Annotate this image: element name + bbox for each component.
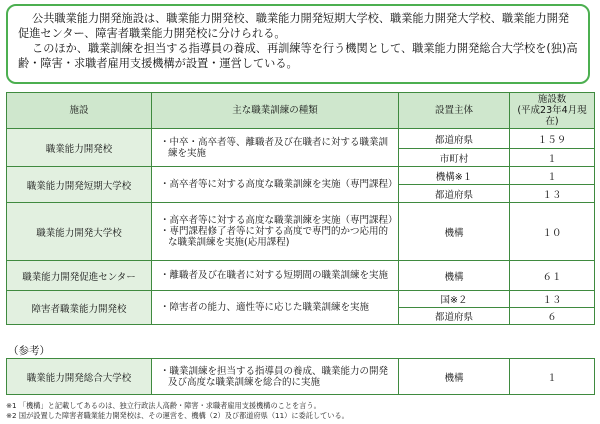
facility-name: 職業能力開発促進センター	[7, 261, 152, 291]
operator-cell: 機構	[399, 359, 510, 395]
header-count-note: (平成23年4月現在)	[517, 105, 587, 127]
operator-cell: 国※２	[399, 291, 510, 308]
training-line: ・高卒者等に対する高度な職業訓練を実施（専門課程）	[160, 215, 398, 226]
header-facility: 施設	[7, 93, 152, 129]
table-row	[7, 359, 595, 395]
footnote: ※2 国が設置した障害者職業能力開発校は、その運営を、機構（2）及び都道府県（11）に委託している。	[6, 411, 349, 420]
training-description	[152, 291, 399, 325]
facility-name: 職業能力開発大学校	[7, 203, 152, 261]
training-description	[152, 203, 399, 261]
count-cell: １３	[510, 185, 595, 203]
reference-table	[6, 358, 595, 395]
training-description	[152, 359, 399, 395]
footnotes	[6, 401, 349, 421]
operator-cell: 市町村	[399, 149, 510, 167]
operator-cell: 都道府県	[399, 185, 510, 203]
count-cell: １０	[510, 203, 595, 261]
table-row	[7, 203, 595, 261]
header-training: 主な職業訓練の種類	[152, 93, 399, 129]
header-count-label: 施設数	[537, 94, 567, 105]
table-header-row	[7, 93, 595, 129]
operator-cell: 都道府県	[399, 308, 510, 325]
header-count	[510, 93, 595, 129]
table-row	[7, 129, 595, 149]
intro-paragraph-1: 公共職業能力開発施設は、職業能力開発校、職業能力開発短期大学校、職業能力開発大学校、職業能力開発促進センター、障害者職業能力開発校に分けられる。	[18, 12, 570, 40]
footnote: ※1 「機構」と記載してあるのは、独立行政法人高齢・障害・求職者雇用支援機構のことを言う。	[6, 401, 321, 410]
facility-name: 職業能力開発総合大学校	[7, 359, 152, 395]
operator-cell: 機構※１	[399, 167, 510, 185]
table-row	[7, 261, 595, 291]
count-cell: ６１	[510, 261, 595, 291]
count-cell: ６	[510, 308, 595, 325]
operator-cell: 都道府県	[399, 129, 510, 149]
facility-name: 障害者職業能力開発校	[7, 291, 152, 325]
operator-cell: 機構	[399, 203, 510, 261]
facility-name: 職業能力開発校	[7, 129, 152, 167]
training-description	[152, 167, 399, 203]
table-row	[7, 291, 595, 308]
training-description	[152, 129, 399, 167]
count-cell: １	[510, 149, 595, 167]
training-line: ・離職者及び在職者に対する短期間の職業訓練を実施	[160, 270, 389, 281]
training-line: ・専門課程修了者等に対する高度で専門的かつ応用的な職業訓練を実施(応用課程)	[160, 226, 389, 248]
count-cell: １	[510, 167, 595, 185]
training-line: ・職業訓練を担当する指導員の養成、職業能力の開発及び高度な職業訓練を総合的に実施	[160, 365, 389, 388]
training-description	[152, 261, 399, 291]
header-operator: 設置主体	[399, 93, 510, 129]
facility-name: 職業能力開発短期大学校	[7, 167, 152, 203]
operator-cell: 機構	[399, 261, 510, 291]
count-cell: １３	[510, 291, 595, 308]
facility-table	[6, 92, 595, 325]
intro-paragraph-2: このほか、職業訓練を担当する指導員の養成、再訓練等を行う機関として、職業能力開発総合大学校を(独)高齢・障害・求職者雇用支援機構が設置・運営している。	[18, 42, 578, 70]
training-line: ・障害者の能力、適性等に応じた職業訓練を実施	[160, 302, 370, 313]
count-cell: １	[510, 359, 595, 395]
training-line: ・中卒・高卒者等、離職者及び在職者に対する職業訓練を実施	[160, 136, 389, 159]
count-cell: １５９	[510, 129, 595, 149]
intro-box	[6, 4, 590, 84]
reference-label: （参考）	[8, 345, 50, 357]
training-line: ・高卒者等に対する高度な職業訓練を実施（専門課程）	[160, 179, 398, 190]
table-row	[7, 167, 595, 185]
